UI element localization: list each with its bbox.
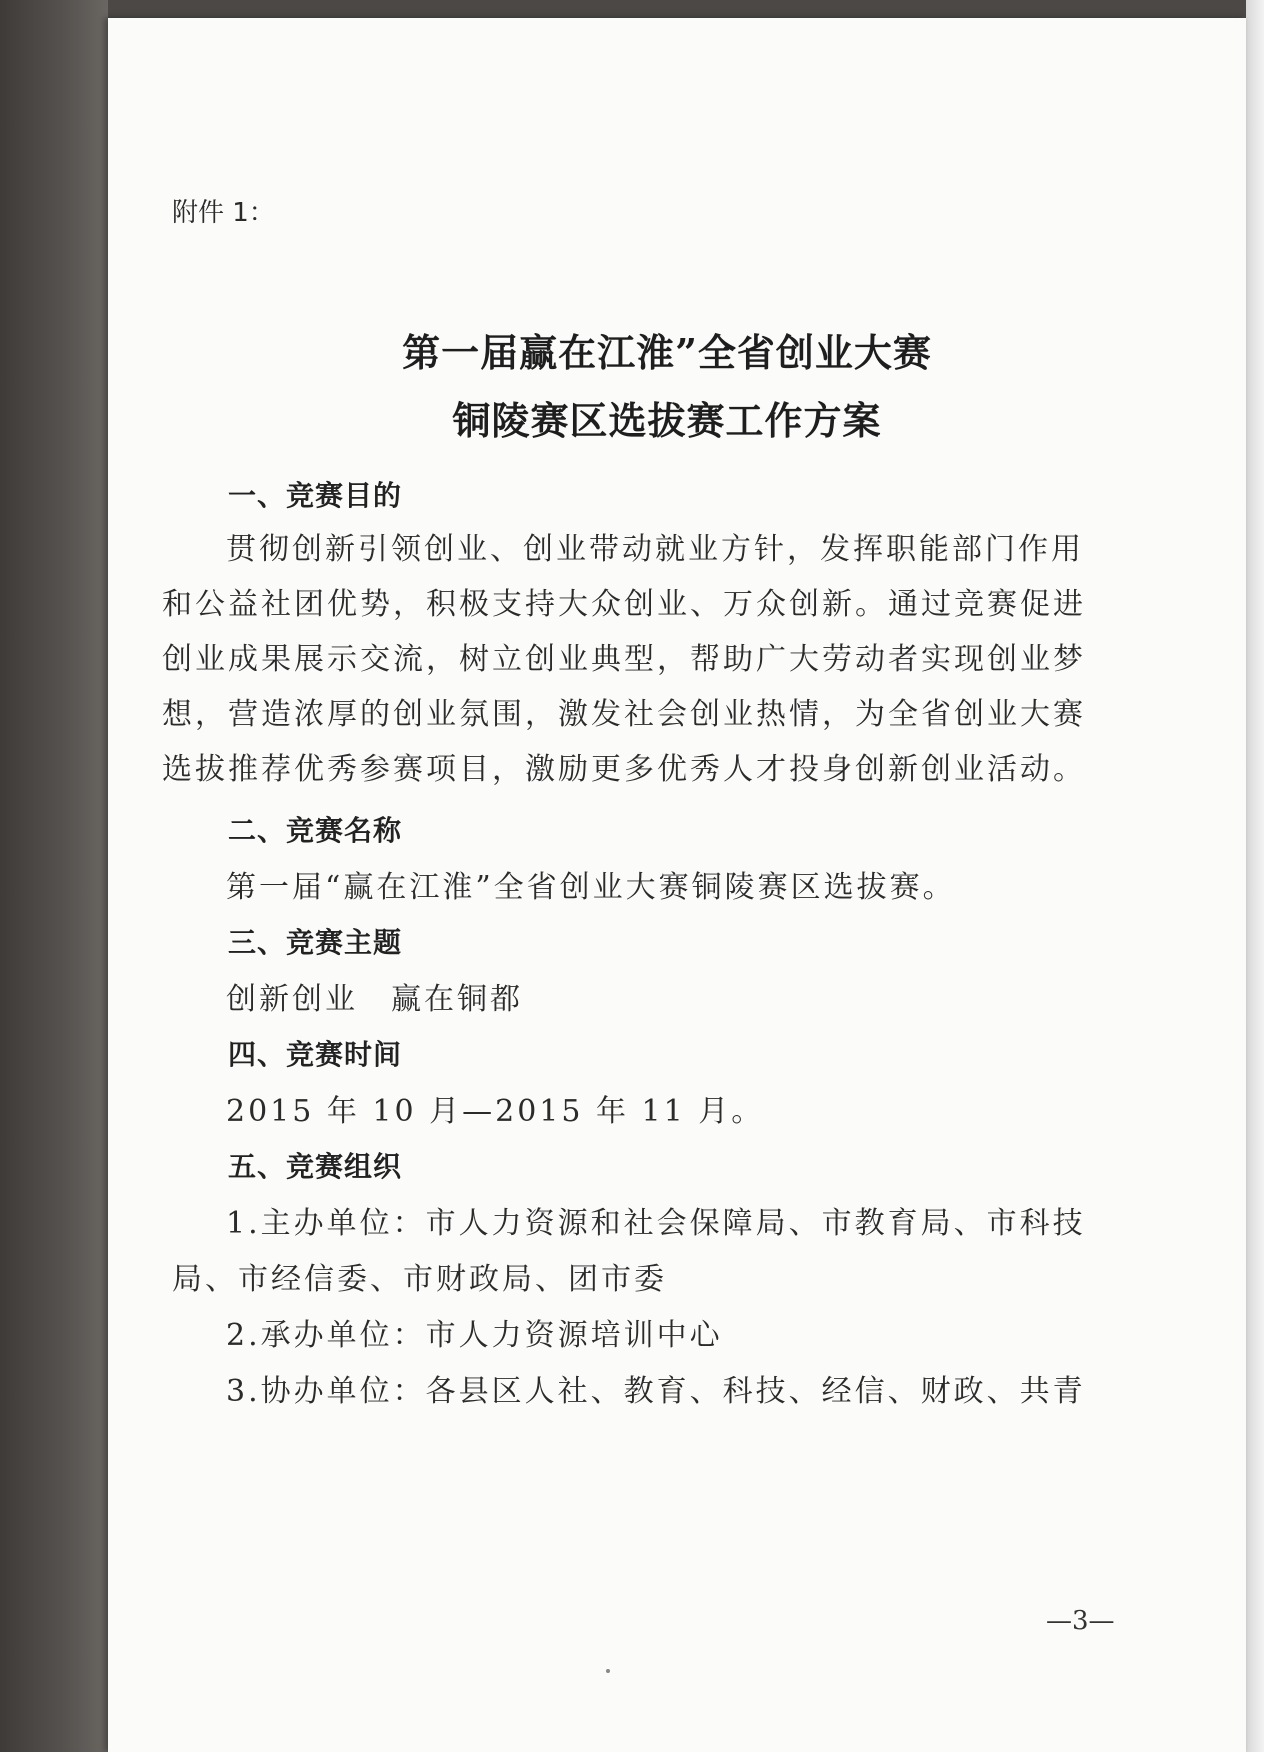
paragraph-line: 3.协办单位：各县区人社、教育、科技、经信、财政、共青 (226, 1374, 1086, 1409)
paragraph-line: 想，营造浓厚的创业氛围，激发社会创业热情，为全省创业大赛 (162, 697, 1086, 732)
paragraph-line: 选拔推荐优秀参赛项目，激励更多优秀人才投身创新创业活动。 (162, 752, 1086, 787)
paragraph-line: 创业成果展示交流，树立创业典型，帮助广大劳动者实现创业梦 (162, 642, 1086, 677)
page-number: —3— (1046, 1606, 1115, 1636)
document-page (108, 18, 1246, 1752)
section-heading-purpose: 一、竞赛目的 (228, 479, 403, 512)
attachment-label: 附件 1： (172, 198, 275, 228)
paragraph-line: 2.承办单位：市人力资源培训中心 (226, 1318, 723, 1353)
scan-shadow-left (0, 0, 108, 1752)
paragraph-line: 第一届“赢在江淮”全省创业大赛铜陵赛区选拔赛。 (226, 870, 956, 905)
scan-speck (606, 1669, 610, 1673)
paragraph-line: 和公益社团优势，积极支持大众创业、万众创新。通过竞赛促进 (162, 587, 1086, 622)
paragraph-line: 创新创业 赢在铜都 (226, 982, 523, 1017)
section-heading-time: 四、竞赛时间 (228, 1038, 403, 1071)
paragraph-line: 局、市经信委、市财政局、团市委 (172, 1262, 667, 1297)
paragraph-line: 贯彻创新引领创业、创业带动就业方针，发挥职能部门作用 (226, 532, 1084, 567)
section-heading-theme: 三、竞赛主题 (228, 926, 403, 959)
document-title-line-2: 铜陵赛区选拔赛工作方案 (452, 398, 882, 443)
document-title-line-1: 第一届赢在江淮”全省创业大赛 (402, 330, 932, 375)
section-heading-organization: 五、竞赛组织 (228, 1150, 403, 1183)
section-heading-name: 二、竞赛名称 (228, 814, 403, 847)
paragraph-line: 1.主办单位：市人力资源和社会保障局、市教育局、市科技 (226, 1206, 1086, 1241)
scan-shadow-top (0, 0, 1264, 20)
scan-edge-right (1246, 0, 1264, 1752)
paragraph-line: 2015 年 10 月—2015 年 11 月。 (226, 1094, 765, 1129)
